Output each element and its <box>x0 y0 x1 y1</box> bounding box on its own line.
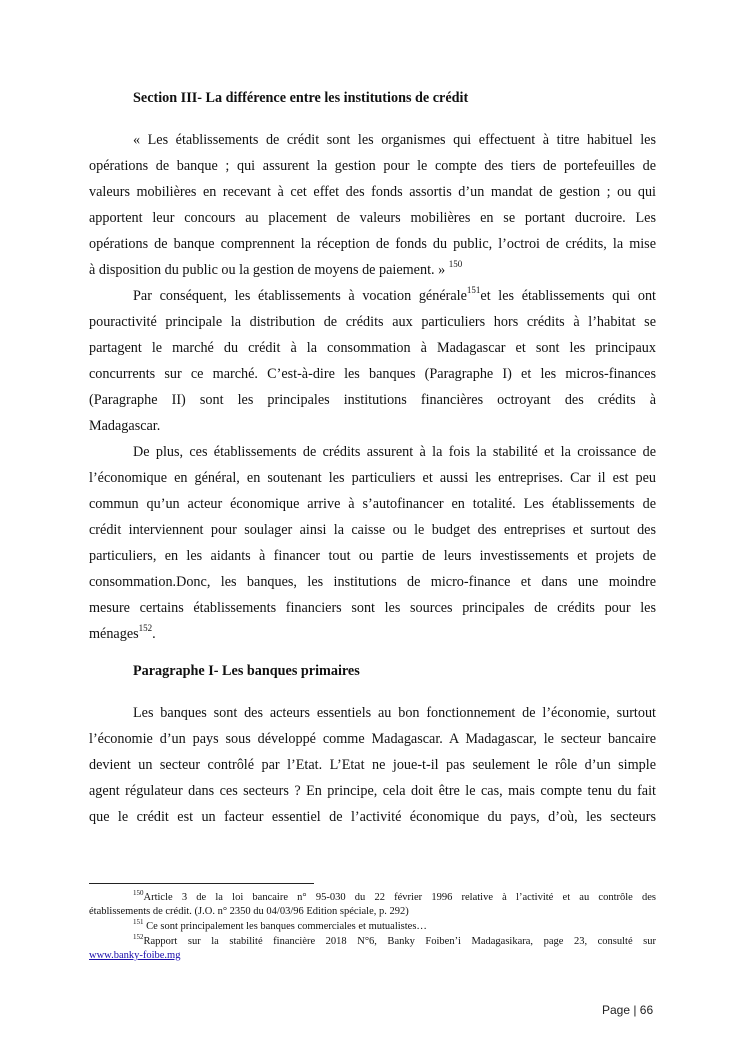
footnote-number: 152 <box>133 932 144 941</box>
paragraph-line: agent régulateur dans ces secteurs ? En principe, cela doit être le cas, mais compte tenu du fait <box>89 783 656 799</box>
paragraph-line: commun qu’un acteur économique arrive à s’autofinancer en totalité. Les établissements de <box>89 496 656 512</box>
footnote-text: Ce sont principalement les banques commerciales et mutualistes… <box>143 921 427 932</box>
paragraph-line: « Les établissements de crédit sont les organismes qui effectuent à titre habituel les <box>133 132 656 148</box>
paragraph-title: Paragraphe I- Les banques primaires <box>133 663 360 679</box>
paragraph-line: De plus, ces établissements de crédits assurent à la fois la stabilité et la croissance de <box>133 444 656 460</box>
paragraph-line: crédit interviennent pour soulager ainsi la caisse ou le budget des entreprises et surtout des <box>89 522 656 538</box>
section-title: Section III- La différence entre les institutions de crédit <box>133 90 469 106</box>
page-number: Page | 66 <box>602 1003 654 1017</box>
footnote-line: établissements de crédit. (J.O. n° 2350 du 04/03/96 Edition spéciale, p. 292) <box>89 906 409 917</box>
footnote-ref-151[interactable]: 151 <box>466 285 481 296</box>
footnote-ref-152[interactable]: 152 <box>138 623 153 634</box>
paragraph-line: valeurs mobilières en recevant à cet effet des fonds assortis d’un mandat de gestion ; ou qui <box>89 184 656 200</box>
footnote-150 <box>133 888 656 904</box>
paragraph-line: Les banques sont des acteurs essentiels au bon fonctionnement de l’économie, surtout <box>133 705 656 721</box>
paragraph-line: l’économie d’un pays sous développé comme Madagascar. A Madagascar, le secteur bancaire <box>89 731 656 747</box>
paragraph-line: partagent le marché du crédit à la consommation à Madagascar et sont les principaux <box>89 340 656 356</box>
paragraph-line: opérations de banque comprennent la réception de fonds du public, l’octroi de crédits, la mise <box>89 236 656 252</box>
paragraph-line: l’économique en général, en soutenant les particuliers et aussi les entreprises. Car il est peu <box>89 470 656 486</box>
paragraph-line: pouractivité principale la distribution de crédits aux particuliers hors crédits à l’habitat se <box>89 314 656 330</box>
paragraph-line: concurrents sur ce marché. C’est-à-dire les banques (Paragraphe I) et les micros-finances <box>89 366 656 382</box>
footnote-ref-150[interactable]: 150 <box>448 259 463 270</box>
footnote-text: Article 3 de la loi bancaire n° 95-030 du 22 février 1996 relative à l’activité et au contrôle des <box>143 892 656 903</box>
footnote-152 <box>133 932 656 948</box>
quote-end-text: à disposition du public ou la gestion de moyens de paiement. » <box>89 262 446 278</box>
paragraph-line <box>89 625 656 643</box>
paragraph-line: consommation.Donc, les banques, les institutions de micro-finance et dans une moindre <box>89 574 656 590</box>
paragraph-text: . <box>152 626 156 642</box>
footnote-text: Rapport sur la stabilité financière 2018 N°6, Banky Foiben’i Madagasikara, page 23, consulté sur <box>143 936 656 947</box>
footnote-151 <box>133 917 656 933</box>
paragraph-line: particuliers, en les aidants à financer tout ou partie de leurs investissements et projets de <box>89 548 656 564</box>
footnote-line <box>89 949 656 962</box>
footnote-separator <box>89 883 314 884</box>
footnote-link[interactable]: www.banky-foibe.mg <box>89 950 181 961</box>
paragraph-line: apportent leur concours au placement de valeurs mobilières en se portant ducroire. Les <box>89 210 656 226</box>
paragraph-line <box>89 261 656 279</box>
paragraph-line <box>133 287 656 305</box>
footnote-number: 151 <box>133 917 144 926</box>
paragraph-line: Madagascar. <box>89 418 161 434</box>
paragraph-text: et les établissements qui ont <box>480 288 656 304</box>
paragraph-line: que le crédit est un facteur essentiel de l’activité économique du pays, d’où, les secteurs <box>89 809 656 825</box>
paragraph-line: (Paragraphe II) sont les principales institutions financières octroyant des crédits à <box>89 392 656 408</box>
paragraph-text: ménages <box>89 626 139 642</box>
paragraph-line: mesure certains établissements financiers sont les sources principales de crédits pour les <box>89 600 656 616</box>
paragraph-text: Par conséquent, les établissements à vocation générale <box>133 288 467 304</box>
footnote-number: 150 <box>133 888 144 897</box>
paragraph-line: devient un secteur contrôlé par l’Etat. L’Etat ne joue-t-il pas seulement le rôle d’un simple <box>89 757 656 773</box>
paragraph-line: opérations de banque ; qui assurent la gestion pour le compte des tiers de portefeuilles de <box>89 158 656 174</box>
